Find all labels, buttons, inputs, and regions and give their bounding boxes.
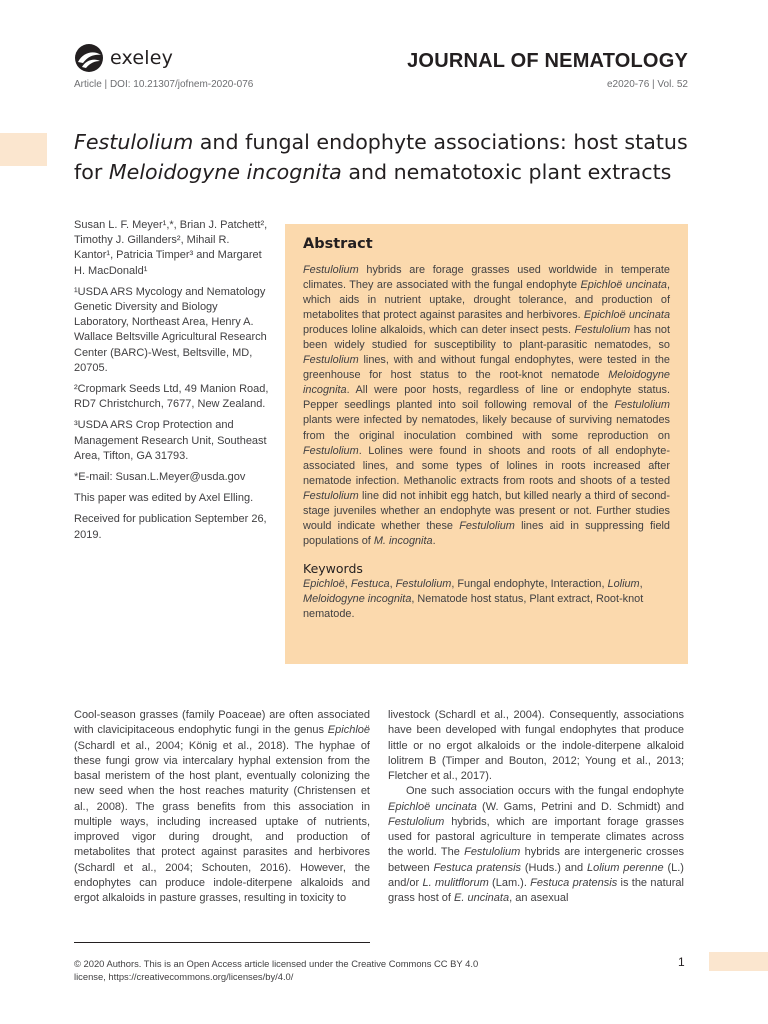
title-line2-prefix: for [74,160,109,184]
body-paragraph: livestock (Schardl et al., 2004). Consequently, associations have been developed with fungal endophytes that produce little or no ergot alkaloids or the indole-diterpene alkaloid lolitrem B (Timper and Bouton, 2012; Young et al., 2013; Fletcher et al., 2017). [388,709,684,782]
italic-term: Festuca [350,577,390,590]
publisher-logo[interactable] [74,43,173,73]
article-doi[interactable]: Article | DOI: 10.21307/jofnem-2020-076 [74,79,254,90]
editor-note: This paper was edited by Axel Elling. [74,492,254,505]
italic-term: E. uncinata [454,892,510,904]
italic-term: Festulolium [303,354,359,367]
author-sidebar [74,218,270,549]
publisher-name: exeley [110,47,174,69]
affiliation-1: ¹USDA ARS Mycology and Nematology Genetic Diversity and Biology Laboratory, Northeast Area, Henry A. Wallace Beltsville Agricultural Research Center (BARC)-West, Beltsville, MD, 20705. [74,285,267,374]
body-column-left [74,708,370,906]
corresponding-email[interactable]: *E-mail: Susan.L.Meyer@usda.gov [74,471,246,484]
italic-term: Festulolium [464,846,521,859]
italic-term: Festulolium [303,264,359,276]
title-line1: and fungal endophyte associations: host status [193,130,688,154]
title-genus: Festulolium [74,130,194,154]
abstract-text: Festulolium hybrids are forage grasses used worldwide in temperate climates. They are associated with the fungal endophyte Epichloë uncinata, which aids in nutrient uptake, drought tolerance, and production of metabolites that protect against parasites and herbivores. Epichloë uncinata produces loline alkaloids, which can deter insect pests. Festulolium has not been widely studied for susceptibility to plant-parasitic nematodes, so Festulolium lines, with and without fungal endophytes, were tested in the greenhouse for host status to the root-knot nematode Meloidogyne incognita. All were poor hosts, regardless of line or endophyte status. Pepper seedlings planted into soil following removal of the Festulolium plants were infected by nematodes, likely because of surviving nematodes from the original inoculation combined with some reproduction on Festulolium. Lolines were found in shoots and roots of all endophyte-associated lines, and some types of lolines in roots increased after nematode infection. Methanolic extracts from roots and shoots of a tested Festulolium line did not inhibit egg hatch, but killed nearly a third of second-stage juveniles whether an endophyte was present or not. Further studies would indicate whether these Festulolium lines aid in suppressing field populations of M. incognita. [303,264,671,547]
abstract-heading: Abstract [303,236,373,252]
received-date: Received for publication September 26, 2019. [74,513,267,541]
italic-term: Epichloë uncinata [580,279,667,292]
affiliation-3: ³USDA ARS Crop Protection and Management Research Unit, Southeast Area, Tifton, GA 31793. [74,419,267,462]
italic-term: Festulolium [574,324,631,337]
italic-term: Epichloë uncinata [583,309,671,322]
italic-term: Festulolium [395,577,452,590]
body-column-right [388,708,684,906]
issue-volume: e2020-76 | Vol. 52 [607,79,688,90]
italic-term: Epichloë uncinata [388,800,477,813]
abstract-box [285,224,688,664]
italic-term: Meloidogyne incognita [303,369,670,397]
keywords-text: Epichloë, Festuca, Festulolium, Fungal endophyte, Interaction, Lolium, Meloidogyne incognita, Nematode host status, Plant extract, Root-knot nematode. [303,577,644,620]
author-list: Susan L. F. Meyer¹,*, Brian J. Patchett², Timothy J. Gillanders², Mihail R. Kantor¹, Patricia Timper³ and Margaret H. MacDonald¹ [74,219,268,277]
journal-title: JOURNAL OF NEMATOLOGY [407,50,688,72]
italic-term: Lolium perenne [587,861,664,874]
italic-term: Festuca pratensis [433,861,522,874]
body-paragraph: Cool-season grasses (family Poaceae) are often associated with clavicipitaceous endophytic fungi in the genus Epichloë (Schardl et al., 2004; König et al., 2018). The hyphae of these fungi grow via intercalary hyphal extension from the basal meristem of the host plant, eventually colonizing the new seed when the host reaches maturity (Christensen et al., 2008). The grass benefits from this association in multiple ways, including increased uptake of nutrients, improved vigor during drought, and production of metabolites that protect against parasites and herbivores (Schardl et al., 2004; Schouten, 2016). However, the endophytes can produce indole-diterpene alkaloids and ergot alkaloids in pasture grasses, resulting in toxicity to [74,709,370,904]
title-species: Meloidogyne incognita [108,160,342,184]
body-paragraph: One such association occurs with the fungal endophyte Epichloë uncinata (W. Gams, Petrini and D. Schmidt) and Festulolium hybrids, which are important forage grasses used for pastoral agriculture in temperate climates across the world. The Festulolium hybrids are intergeneric crosses between Festuca pratensis (Huds.) and Lolium perenne (L.) and/or L. mulitflorum (Lam.). Festuca pratensis is the natural grass host of E. uncinata, an asexual [388,785,684,904]
page-number: 1 [678,955,685,969]
article-title [74,127,714,187]
italic-term: Festulolium [459,519,515,532]
page-tab-accent [0,133,47,166]
italic-term: M. incognita [373,534,433,547]
italic-term: Epichloë [327,724,370,737]
page-number-tab [709,952,768,971]
italic-term: Festulolium [614,399,670,412]
italic-term: Epichloë [303,577,345,590]
title-line2: and nematotoxic plant extracts [341,160,672,184]
italic-term: Festulolium [303,444,359,457]
italic-term: L. mulitflorum [422,876,489,889]
affiliation-2: ²Cropmark Seeds Ltd, 49 Manion Road, RD7 Christchurch, 7677, New Zealand. [74,383,269,411]
italic-term: Meloidogyne incognita [303,592,412,605]
italic-term: Lolium [607,577,640,590]
keywords-heading: Keywords [303,560,363,576]
italic-term: Festuca pratensis [530,876,618,889]
license-notice[interactable]: © 2020 Authors. This is an Open Access article licensed under the Creative Commons CC BY 4.0 license, https://creativecommons.org/licenses/by/4.0/ [74,958,479,982]
italic-term: Festulolium [303,489,359,502]
italic-term: Festulolium [388,815,445,828]
exeley-logo-icon [74,43,104,73]
footnote-divider [74,942,370,943]
